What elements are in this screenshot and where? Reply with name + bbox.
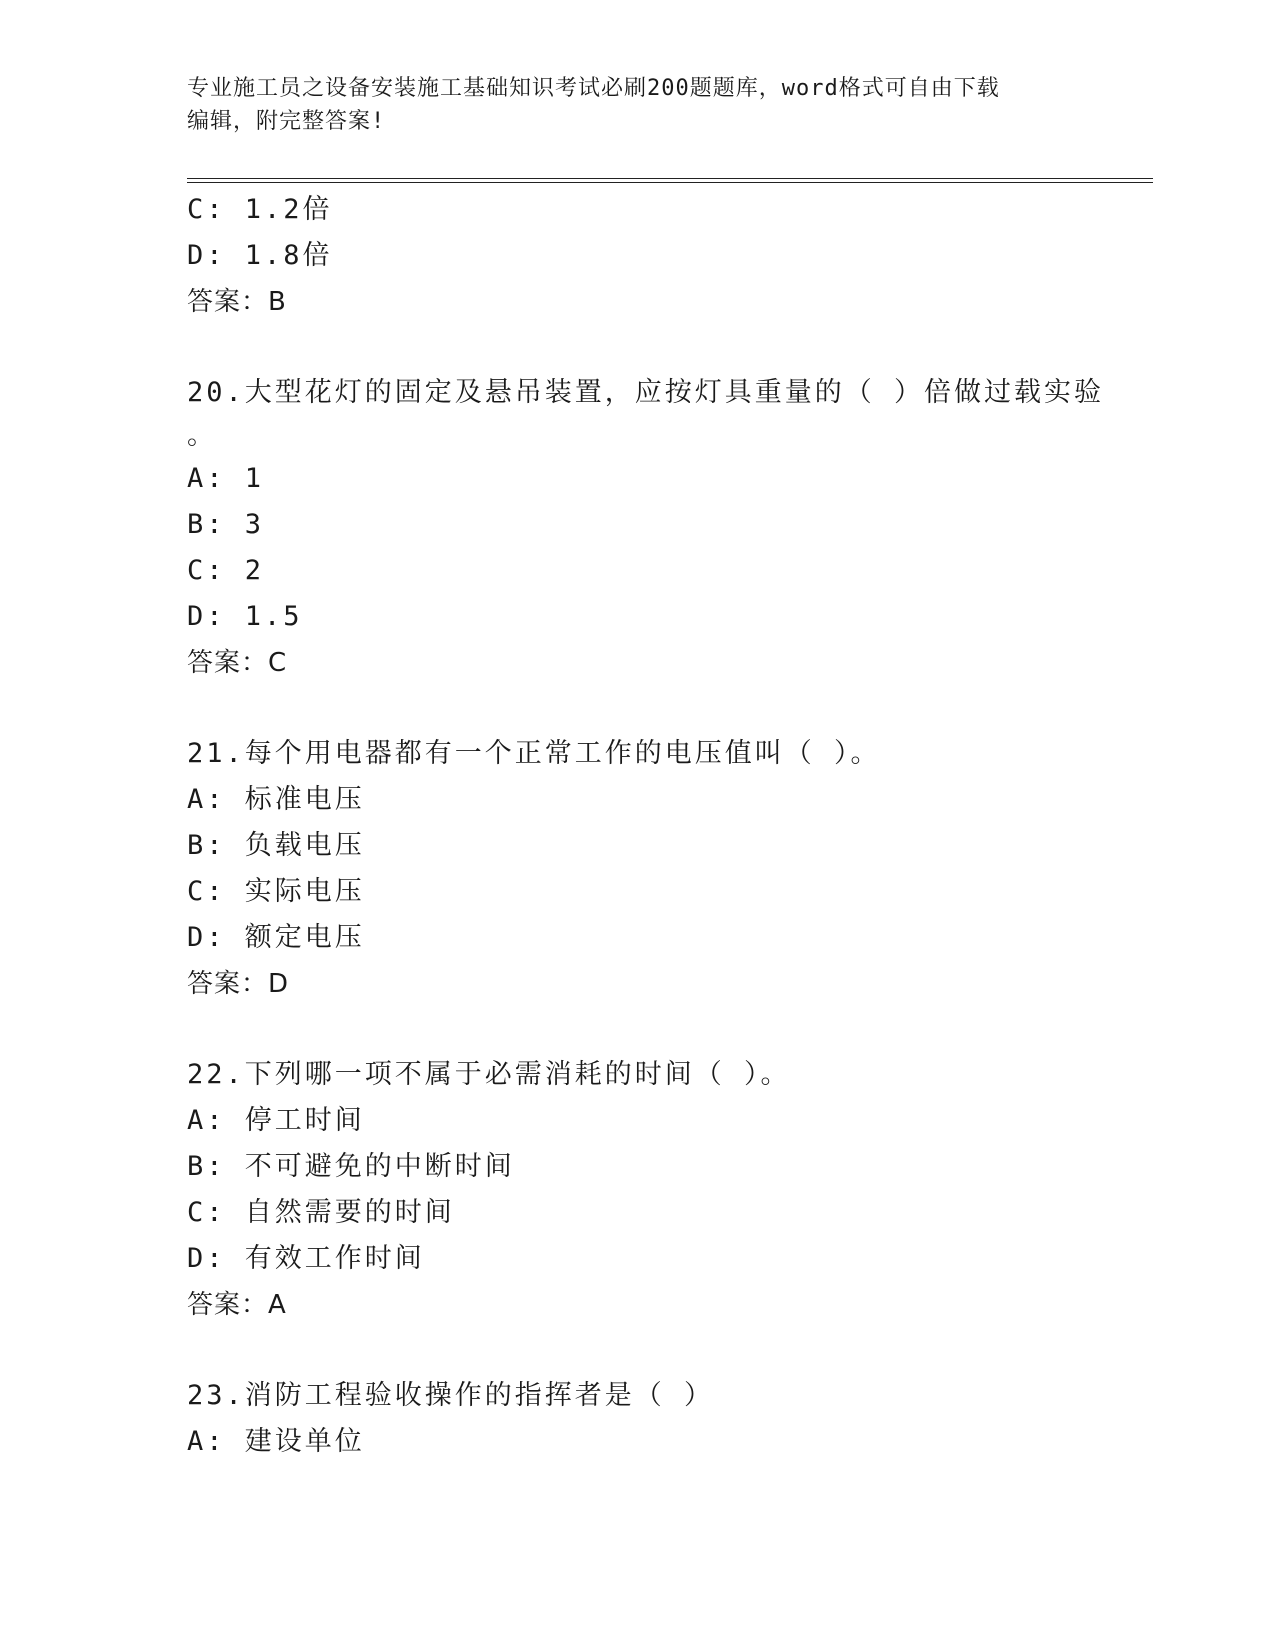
- option-a: A: 1: [187, 463, 265, 494]
- answer-line: 答案：B: [187, 287, 287, 317]
- answer-line: 答案：D: [187, 969, 290, 999]
- header-divider: [187, 178, 1153, 183]
- header-title-line-1: 专业施工员之设备安装施工基础知识考试必刷200题题库，word格式可自由下载: [187, 76, 1000, 101]
- option-a: A: 停工时间: [187, 1105, 365, 1136]
- option-b: B: 3: [187, 509, 265, 540]
- document-header: [187, 72, 1067, 138]
- question-20: [187, 370, 1153, 686]
- answer-line: 答案：A: [187, 1290, 287, 1320]
- question-stem-continuation: 。: [187, 420, 214, 451]
- answer-line: 答案：C: [187, 648, 288, 678]
- option-b: B: 负载电压: [187, 830, 365, 861]
- question-stem: 20.大型花灯的固定及悬吊装置，应按灯具重量的（ ）倍做过载实验: [187, 377, 1105, 408]
- question-22: [187, 1052, 1153, 1328]
- option-c: C: 2: [187, 555, 265, 586]
- question-stem: 21.每个用电器都有一个正常工作的电压值叫（ ）。: [187, 738, 881, 769]
- option-c: C: 1.2倍: [187, 194, 333, 225]
- option-d: D: 1.5: [187, 601, 303, 632]
- option-c: C: 实际电压: [187, 876, 365, 907]
- question-21: [187, 731, 1153, 1007]
- option-a: A: 建设单位: [187, 1426, 365, 1457]
- question-stem: 22.下列哪一项不属于必需消耗的时间（ ）。: [187, 1059, 791, 1090]
- question-19-tail: [187, 187, 1153, 325]
- option-b: B: 不可避免的中断时间: [187, 1151, 515, 1182]
- option-a: A: 标准电压: [187, 784, 365, 815]
- question-23: [187, 1373, 1153, 1465]
- option-c: C: 自然需要的时间: [187, 1197, 455, 1228]
- option-d: D: 有效工作时间: [187, 1243, 425, 1274]
- header-title-line-2: 编辑，附完整答案!: [187, 109, 386, 134]
- question-list: [187, 187, 1153, 1465]
- option-d: D: 额定电压: [187, 922, 365, 953]
- question-stem: 23.消防工程验收操作的指挥者是（ ）: [187, 1380, 715, 1411]
- option-d: D: 1.8倍: [187, 240, 333, 271]
